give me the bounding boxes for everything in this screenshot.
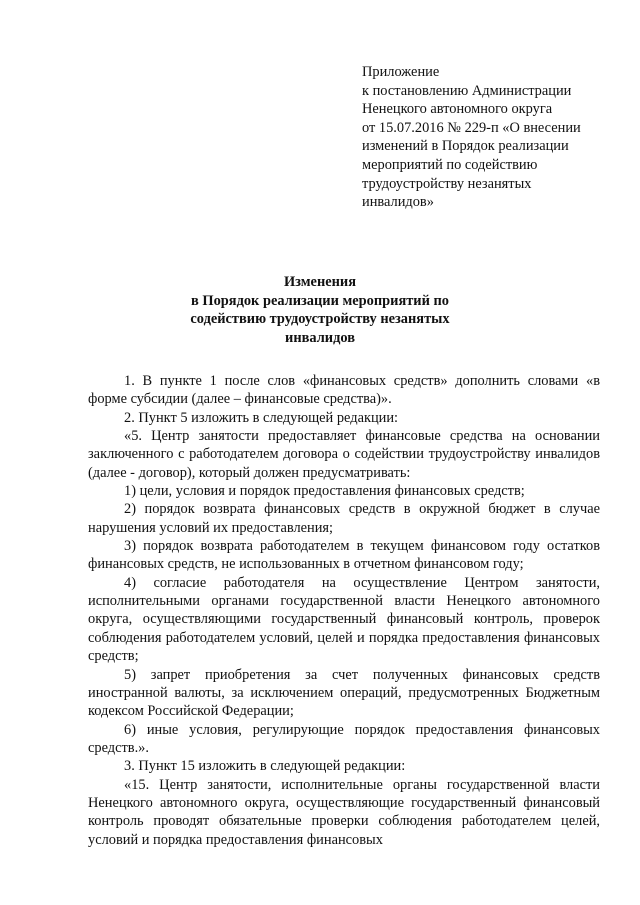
annex-line: инвалидов» bbox=[362, 194, 434, 211]
annex-header bbox=[362, 63, 612, 212]
annex-line: к постановлению Администрации bbox=[362, 82, 572, 99]
paragraph: 3. Пункт 15 изложить в следующей редакции: bbox=[124, 758, 406, 775]
paragraph: 5) запрет приобретения за счет полученных финансовых средств иностранной валюты, за исключением операций, предусмотренных Бюджетным кодексом Российской Федерации; bbox=[88, 666, 600, 720]
document-body bbox=[88, 372, 600, 849]
title-line: содействию трудоустройству незанятых bbox=[190, 311, 450, 328]
annex-line: изменений в Порядок реализации bbox=[362, 138, 569, 155]
annex-line: от 15.07.2016 № 229-п «О внесении bbox=[362, 119, 581, 136]
paragraph: «15. Центр занятости, исполнительные органы государственной власти Ненецкого автономного округа, осуществляющие государственный финансовый контроль проводят обязательные проверки соблюдения работодателем целей, условий и порядка предоставления финансовых bbox=[88, 776, 600, 848]
document-title bbox=[100, 273, 540, 347]
paragraph: 2) порядок возврата финансовых средств в окружной бюджет в случае нарушения условий их предоставления; bbox=[88, 501, 600, 536]
paragraph: 2. Пункт 5 изложить в следующей редакции: bbox=[124, 409, 399, 426]
annex-line: Приложение bbox=[362, 64, 440, 80]
annex-line: трудоустройству незанятых bbox=[362, 175, 532, 192]
title-line: в Порядок реализации мероприятий по bbox=[191, 292, 449, 309]
paragraph: 6) иные условия, регулирующие порядок предоставления финансовых средств.». bbox=[88, 721, 600, 756]
annex-line: Ненецкого автономного округа bbox=[362, 101, 553, 118]
paragraph: «5. Центр занятости предоставляет финансовые средства на основании заключенного с работодателем договора о содействии трудоустройству инвалидов (далее - договор), который должен предусматривать: bbox=[88, 428, 600, 481]
annex-line: мероприятий по содействию bbox=[362, 156, 538, 173]
paragraph: 3) порядок возврата работодателем в текущем финансовом году остатков финансовых средств, не использованных в отчетном финансовом году; bbox=[88, 538, 600, 573]
paragraph: 1. В пункте 1 после слов «финансовых средств» дополнить словами «в форме субсидии (далее – финансовые средства)». bbox=[88, 373, 600, 408]
paragraph: 4) согласие работодателя на осуществление Центром занятости, исполнительными органами государственной власти Ненецкого автономного округа, осуществляющими государственный финансовый контроль, проверок соблюдения работодателем условий, целей и порядка предоставления финансовых средств; bbox=[88, 574, 600, 665]
title-line: Изменения bbox=[283, 274, 356, 290]
paragraph: 1) цели, условия и порядок предоставления финансовых средств; bbox=[124, 483, 525, 500]
title-line: инвалидов bbox=[285, 329, 355, 346]
